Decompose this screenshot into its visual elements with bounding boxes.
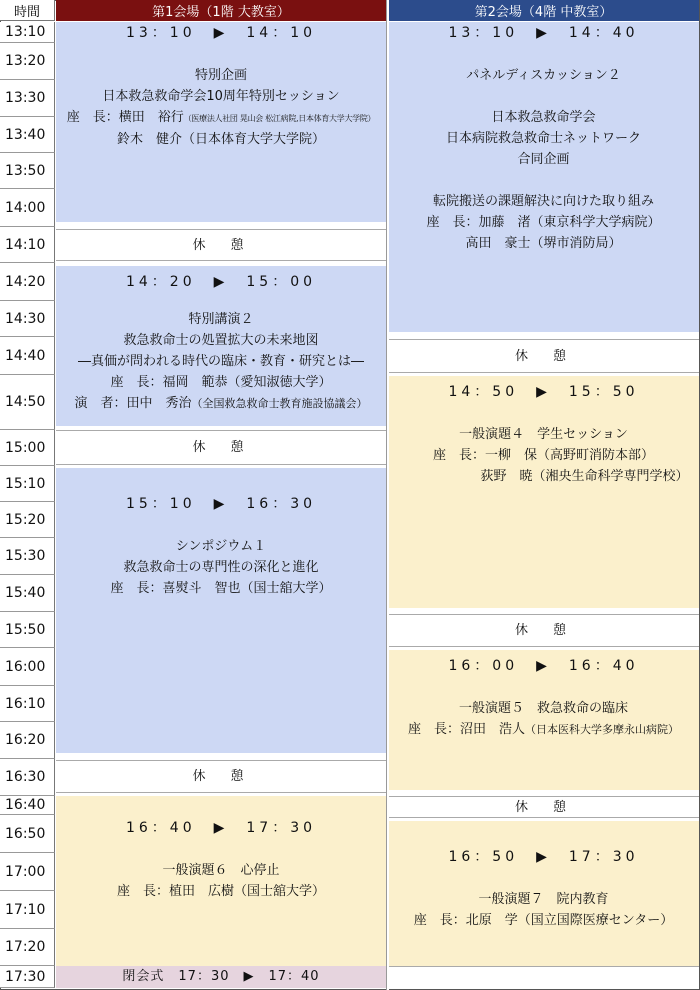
time-slot: 13:30 xyxy=(0,80,55,117)
room2-session-general-7 xyxy=(388,821,699,966)
session-subtitle: ―真価が問われる時代の臨床・教育・研究とは― xyxy=(77,354,364,369)
session-chair-2: 荻野 暁（湘央生命科学専門学校） xyxy=(480,469,689,484)
room1-break-3: 休 憩 xyxy=(56,760,386,793)
room2-session-general-4 xyxy=(388,376,699,608)
time-slot: 15:20 xyxy=(0,502,55,538)
session-time: 16：40 ▶ 17：30 xyxy=(125,820,317,836)
session-chair: 座 長：一柳 保（高野町消防本部） xyxy=(432,448,654,463)
session-title: 一般演題５ 救急救命の臨床 xyxy=(458,701,628,716)
time-slot: 14:10 xyxy=(0,227,55,263)
room1-header: 第1会場（1階 大教室） xyxy=(56,0,386,21)
time-slot: 16:40 xyxy=(0,796,55,815)
session-time: 13：10 ▶ 14：10 xyxy=(125,25,317,41)
session-time: 13：10 ▶ 14：40 xyxy=(448,25,639,41)
room2-session-panel-discussion xyxy=(388,22,699,332)
time-slot: 14:20 xyxy=(0,263,55,301)
session-category: シンポジウム１ xyxy=(175,539,267,554)
room2-empty-slot xyxy=(388,966,699,988)
session-chair: 座 長：横田 裕行（医療法人社団 晃山会 松江病院,日本体育大学大学院） xyxy=(66,110,376,125)
room2-break-3: 休 憩 xyxy=(388,796,699,818)
session-title: 一般演題７ 院内教育 xyxy=(478,892,609,907)
time-slot: 14:00 xyxy=(0,189,55,227)
time-slot: 14:50 xyxy=(0,375,55,430)
session-chair: 座 長：喜熨斗 智也（国士舘大学） xyxy=(110,581,332,596)
session-time: 16：50 ▶ 17：30 xyxy=(448,849,639,865)
time-slot: 14:40 xyxy=(0,337,55,375)
session-time: 15：10 ▶ 16：30 xyxy=(125,496,317,512)
room2-break-2: 休 憩 xyxy=(388,614,699,647)
time-slot: 16:30 xyxy=(0,759,55,796)
room1-session-symposium xyxy=(56,468,386,753)
time-slot: 16:50 xyxy=(0,815,55,853)
room1-session-general-6 xyxy=(56,796,386,966)
time-slot: 15:40 xyxy=(0,575,55,612)
session-time: 14：20 ▶ 15：00 xyxy=(125,274,317,290)
time-slot: 15:10 xyxy=(0,466,55,502)
time-column-header: 時間 xyxy=(0,0,55,21)
column-divider xyxy=(386,0,389,990)
session-title: 一般演題６ 心停止 xyxy=(162,863,280,878)
session-category: 特別講演２ xyxy=(188,312,254,327)
session-title: 日本救急救命学会10周年特別セッション xyxy=(102,89,340,104)
session-chair: 座 長：加藤 渚（東京科学大学病院） xyxy=(426,215,661,230)
room2-header: 第2会場（4階 中教室） xyxy=(388,0,699,21)
room1-closing-ceremony: 閉会式 17：30 ▶ 17：40 xyxy=(56,966,386,988)
room1-break-1: 休 憩 xyxy=(56,229,386,261)
session-title: 一般演題４ 学生セッション xyxy=(459,427,628,442)
room2-break-1: 休 憩 xyxy=(388,339,699,373)
time-slot: 17:00 xyxy=(0,853,55,891)
session-time: 16：00 ▶ 16：40 xyxy=(448,658,639,674)
session-speaker: 演 者：田中 秀治（全国救急救命士教育施設協議会） xyxy=(74,396,368,411)
session-organizer-2: 日本病院救急救命士ネットワーク xyxy=(445,131,641,146)
session-time: 14：50 ▶ 15：50 xyxy=(448,384,639,400)
session-organizer-1: 日本救急救命学会 xyxy=(491,110,596,125)
time-slot: 15:00 xyxy=(0,430,55,466)
room2-session-general-5 xyxy=(388,650,699,790)
time-slot: 17:20 xyxy=(0,929,55,966)
session-chair: 座 長：北原 学（国立国際医療センター） xyxy=(413,913,674,928)
room1-session-special-project xyxy=(56,22,386,222)
time-slot: 13:20 xyxy=(0,43,55,80)
session-organizer-3: 合同企画 xyxy=(517,152,570,167)
session-chair-2: 鈴木 健介（日本体育大学大学院） xyxy=(116,132,325,147)
session-chair-2: 高田 豪士（堺市消防局） xyxy=(465,236,622,251)
time-slot: 13:50 xyxy=(0,153,55,189)
time-slot: 13:10 xyxy=(0,22,55,43)
room1-session-special-lecture xyxy=(56,266,386,426)
time-slot: 15:30 xyxy=(0,538,55,575)
time-slot: 15:50 xyxy=(0,612,55,648)
time-slot: 16:20 xyxy=(0,722,55,759)
session-title: 救急救命士の専門性の深化と進化 xyxy=(123,560,319,575)
session-category: パネルディスカッション２ xyxy=(466,68,621,83)
session-category: 特別企画 xyxy=(194,68,247,83)
session-chair: 座 長：沼田 浩人（日本医科大学多摩永山病院） xyxy=(407,722,679,737)
session-chair: 座 長：植田 広樹（国士舘大学） xyxy=(116,884,325,899)
time-slot: 13:40 xyxy=(0,117,55,153)
time-slot: 17:10 xyxy=(0,891,55,929)
session-title: 転院搬送の課題解決に向けた取り組み xyxy=(432,194,654,209)
time-slot: 16:00 xyxy=(0,648,55,686)
time-slot: 14:30 xyxy=(0,301,55,337)
time-slot: 16:10 xyxy=(0,686,55,722)
time-slot: 17:30 xyxy=(0,966,55,988)
session-title: 救急救命士の処置拡大の未来地図 xyxy=(123,333,319,348)
session-chair: 座 長：福岡 範恭（愛知淑徳大学） xyxy=(110,375,332,390)
room1-break-2: 休 憩 xyxy=(56,430,386,465)
